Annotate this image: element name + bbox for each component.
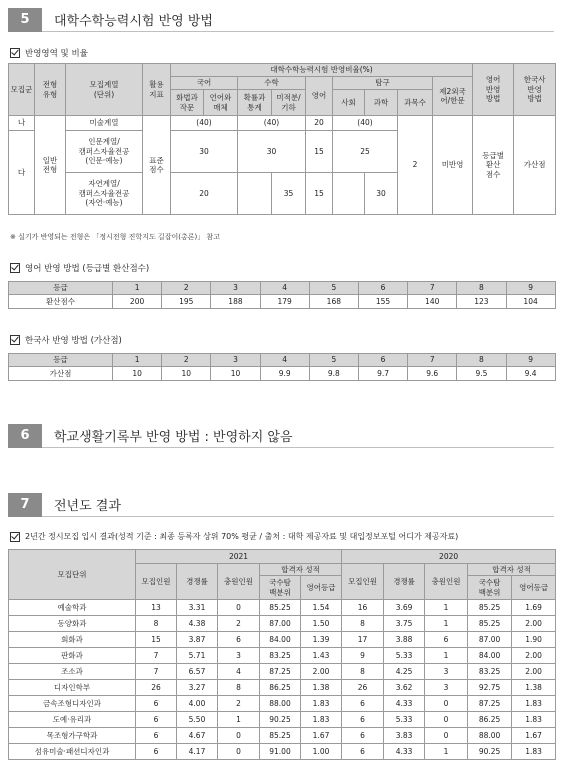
value-cell: 9.7: [358, 367, 407, 381]
cell-english: 15: [306, 131, 333, 173]
value-cell: 9.8: [309, 367, 358, 381]
header-kor-1: 화법과 작문: [171, 90, 204, 116]
value-cell: 1.83: [512, 696, 556, 712]
value-cell: 26: [136, 680, 177, 696]
row-label: 가산점: [9, 367, 113, 381]
value-cell: 1.67: [301, 728, 342, 744]
value-cell: 4.17: [177, 744, 218, 760]
english-score-table: [8, 281, 556, 309]
value-cell: 8: [342, 664, 384, 680]
value-cell: 5.71: [177, 648, 218, 664]
value-cell: 4.33: [384, 696, 425, 712]
value-cell: 6: [136, 728, 177, 744]
value-cell: 87.00: [468, 632, 512, 648]
header-unit: 모집계열 (단위): [66, 64, 143, 116]
subsection-label: 한국사 반영 방법 (가산점): [25, 336, 122, 346]
checkbox-icon: [10, 335, 20, 345]
header-hist-method: 한국사 반영 방법: [514, 64, 556, 116]
value-cell: 6: [342, 712, 384, 728]
value-cell: 195: [162, 295, 211, 309]
unit-name-cell: 회화과: [9, 632, 136, 648]
checkbox-icon: [10, 263, 20, 273]
subsection-label: 2년간 정시모집 입시 결과(성적 기준 : 최종 등록자 상위 70% 평균 / 출처 : 대학 제공자료 및 대입정보포털 어디가 제공자료): [25, 532, 459, 541]
value-cell: 10: [211, 367, 260, 381]
value-cell: 1: [425, 600, 468, 616]
value-cell: 3.69: [384, 600, 425, 616]
cell-type: 일반 전형: [35, 116, 66, 215]
header-eng-method: 영어 반영 방법: [473, 64, 514, 116]
cell-unit: 인문계열/ 캠퍼스자율전공 (인문·예능): [66, 131, 143, 173]
value-cell: 1.83: [512, 744, 556, 760]
value-cell: 9.4: [506, 367, 555, 381]
table-row: [9, 648, 556, 664]
value-cell: 1.69: [512, 600, 556, 616]
value-cell: 6: [342, 696, 384, 712]
value-cell: 86.25: [468, 712, 512, 728]
grade-cell: 5: [309, 354, 358, 367]
table-row: [9, 116, 556, 131]
header-gun: 모집군: [9, 64, 35, 116]
cell-math: 35: [272, 173, 306, 215]
header-percentile: 국수탐 백분위: [260, 576, 301, 600]
value-cell: 87.00: [260, 616, 301, 632]
header-score: 합격자 성적: [260, 564, 342, 576]
value-cell: 7: [136, 648, 177, 664]
value-cell: 1.38: [512, 680, 556, 696]
table-row: [9, 680, 556, 696]
value-cell: 1.50: [301, 616, 342, 632]
cell-unit: 미술계열: [66, 116, 143, 131]
value-cell: 84.00: [260, 632, 301, 648]
cell-index: 표준 점수: [143, 116, 171, 215]
value-cell: 9: [342, 648, 384, 664]
cell-empty: [333, 173, 365, 215]
header-social: 사회: [333, 90, 365, 116]
section-title: 학교생활기록부 반영 방법 : 반영하지 않음: [54, 430, 293, 445]
header-index: 활용 지표: [143, 64, 171, 116]
header-competition: 경쟁률: [177, 564, 218, 600]
unit-name-cell: 목조형가구학과: [9, 728, 136, 744]
value-cell: 4.25: [384, 664, 425, 680]
value-cell: 2: [218, 696, 260, 712]
value-cell: 4.00: [177, 696, 218, 712]
value-cell: 168: [309, 295, 358, 309]
value-cell: 4.67: [177, 728, 218, 744]
footnote: ※ 실기가 반영되는 전형은 「정시전형 진학지도 길잡이(총론)」 참고: [10, 233, 220, 241]
section-title: 전년도 결과: [54, 499, 121, 514]
value-cell: 1.39: [301, 632, 342, 648]
value-cell: 3.88: [384, 632, 425, 648]
value-cell: 92.75: [468, 680, 512, 696]
grade-cell: 5: [309, 282, 358, 295]
value-cell: 1.90: [512, 632, 556, 648]
cell-second-lang: 미반영: [433, 116, 473, 215]
value-cell: 9.6: [408, 367, 457, 381]
grade-cell: 9: [506, 354, 555, 367]
value-cell: 4.33: [384, 744, 425, 760]
value-cell: 91.00: [260, 744, 301, 760]
subsection-history-title: [10, 334, 122, 346]
header-science: 과학: [365, 90, 398, 116]
value-cell: 2.00: [301, 664, 342, 680]
value-cell: 87.25: [260, 664, 301, 680]
value-cell: 4: [218, 664, 260, 680]
value-cell: 3.27: [177, 680, 218, 696]
value-cell: 88.00: [260, 696, 301, 712]
cell-empty: [238, 173, 272, 215]
value-cell: 0: [425, 712, 468, 728]
cell-unit: 자연계열/ 캠퍼스자율전공 (자연·예능): [66, 173, 143, 215]
unit-name-cell: 도예·유리과: [9, 712, 136, 728]
header-grade: 등급: [9, 282, 113, 295]
header-kor-2: 언어와 매체: [204, 90, 238, 116]
value-cell: 3.83: [384, 728, 425, 744]
cell-inquiry: (40): [333, 116, 398, 131]
header-year-2021: 2021: [136, 550, 342, 564]
cell-gun: 나: [9, 116, 35, 131]
cell-korean: 30: [171, 131, 238, 173]
cell-subject-count: 2: [398, 116, 433, 215]
value-cell: 3.31: [177, 600, 218, 616]
header-ratio: 대학수학능력시험 반영비율(%): [171, 64, 473, 77]
value-cell: 13: [136, 600, 177, 616]
value-cell: 1.00: [301, 744, 342, 760]
value-cell: 1.54: [301, 600, 342, 616]
header-second-lang: 제2외국 어/한문: [433, 77, 473, 116]
table-row: [9, 712, 556, 728]
header-korean: 국어: [171, 77, 238, 90]
header-grade: 등급: [9, 354, 113, 367]
value-cell: 1: [425, 616, 468, 632]
cell-korean: 20: [171, 173, 238, 215]
value-cell: 88.00: [468, 728, 512, 744]
value-cell: 83.25: [260, 648, 301, 664]
header-math-1: 확률과 통계: [238, 90, 272, 116]
value-cell: 3.87: [177, 632, 218, 648]
value-cell: 2: [218, 616, 260, 632]
header-english-grade: 영어등급: [301, 576, 342, 600]
unit-name-cell: 조소과: [9, 664, 136, 680]
unit-name-cell: 디자인학부: [9, 680, 136, 696]
value-cell: 0: [218, 728, 260, 744]
header-subject-count: 과목수: [398, 90, 433, 116]
section-number: 6: [8, 424, 42, 448]
grade-cell: 4: [260, 354, 309, 367]
value-cell: 1.38: [301, 680, 342, 696]
value-cell: 1: [425, 744, 468, 760]
value-cell: 10: [113, 367, 162, 381]
value-cell: 2.00: [512, 664, 556, 680]
table-row: [9, 744, 556, 760]
value-cell: 84.00: [468, 648, 512, 664]
value-cell: 26: [342, 680, 384, 696]
header-english-grade: 영어등급: [512, 576, 556, 600]
header-english: 영어: [306, 77, 333, 116]
table-row: [9, 696, 556, 712]
value-cell: 6: [425, 632, 468, 648]
grade-cell: 6: [358, 282, 407, 295]
history-score-table: [8, 353, 556, 381]
unit-name-cell: 예술학과: [9, 600, 136, 616]
cell-inquiry: 25: [333, 131, 398, 173]
grade-cell: 9: [506, 282, 555, 295]
grade-cell: 8: [457, 282, 506, 295]
grade-cell: 3: [211, 282, 260, 295]
value-cell: 3.62: [384, 680, 425, 696]
value-cell: 1: [425, 648, 468, 664]
value-cell: 9.9: [260, 367, 309, 381]
section-5-header: [8, 8, 554, 32]
value-cell: 6: [342, 728, 384, 744]
value-cell: 17: [342, 632, 384, 648]
value-cell: 8: [342, 616, 384, 632]
row-label: 환산점수: [9, 295, 113, 309]
header-additional: 충원인원: [218, 564, 260, 600]
value-cell: 83.25: [468, 664, 512, 680]
header-score: 합격자 성적: [468, 564, 556, 576]
value-cell: 15: [136, 632, 177, 648]
value-cell: 6.57: [177, 664, 218, 680]
section-number: 7: [8, 493, 42, 517]
grade-cell: 1: [113, 354, 162, 367]
value-cell: 90.25: [468, 744, 512, 760]
cell-english: 20: [306, 116, 333, 131]
header-math-2: 미적분/ 기하: [272, 90, 306, 116]
value-cell: 1: [218, 712, 260, 728]
value-cell: 86.25: [260, 680, 301, 696]
value-cell: 104: [506, 295, 555, 309]
value-cell: 6: [136, 744, 177, 760]
value-cell: 1.43: [301, 648, 342, 664]
cell-gun: 다: [9, 131, 35, 215]
grade-cell: 8: [457, 354, 506, 367]
cell-korean: (40): [171, 116, 238, 131]
header-inquiry: 탐구: [333, 77, 433, 90]
value-cell: 85.25: [260, 728, 301, 744]
grade-cell: 3: [211, 354, 260, 367]
grade-cell: 7: [408, 354, 457, 367]
value-cell: 3: [425, 680, 468, 696]
value-cell: 179: [260, 295, 309, 309]
value-cell: 4.38: [177, 616, 218, 632]
value-cell: 188: [211, 295, 260, 309]
cell-hist-method: 가산점: [514, 116, 556, 215]
value-cell: 87.25: [468, 696, 512, 712]
cell-eng-method: 등급별 환산 점수: [473, 116, 514, 215]
header-year-2020: 2020: [342, 550, 556, 564]
cell-science: 30: [365, 173, 398, 215]
value-cell: 3: [425, 664, 468, 680]
value-cell: 10: [162, 367, 211, 381]
value-cell: 0: [218, 600, 260, 616]
header-quota: 모집인원: [136, 564, 177, 600]
results-body: [9, 600, 556, 760]
section-6-header: [8, 424, 554, 448]
value-cell: 140: [408, 295, 457, 309]
header-unit: 모집단위: [9, 550, 136, 600]
value-cell: 200: [113, 295, 162, 309]
checkbox-icon: [10, 532, 20, 542]
cell-english: 15: [306, 173, 333, 215]
value-cell: 3: [218, 648, 260, 664]
value-cell: 2.00: [512, 648, 556, 664]
checkbox-icon: [10, 48, 20, 58]
unit-name-cell: 금속조형디자인과: [9, 696, 136, 712]
header-quota: 모집인원: [342, 564, 384, 600]
header-additional: 충원인원: [425, 564, 468, 600]
grade-cell: 7: [408, 282, 457, 295]
value-cell: 6: [136, 696, 177, 712]
cell-math: (40): [238, 116, 306, 131]
value-cell: 7: [136, 664, 177, 680]
value-cell: 85.25: [468, 600, 512, 616]
value-cell: 5.33: [384, 648, 425, 664]
value-cell: 6: [136, 712, 177, 728]
unit-name-cell: 동양화과: [9, 616, 136, 632]
section-7-header: [8, 493, 554, 517]
header-competition: 경쟁률: [384, 564, 425, 600]
value-cell: 8: [136, 616, 177, 632]
subsection-label: 반영영역 및 비율: [25, 49, 88, 59]
value-cell: 0: [425, 696, 468, 712]
header-math: 수학: [238, 77, 306, 90]
value-cell: 6: [342, 744, 384, 760]
unit-name-cell: 섬유미술·패션디자인과: [9, 744, 136, 760]
table-row: [9, 728, 556, 744]
section-number: 5: [8, 8, 42, 32]
value-cell: 6: [218, 632, 260, 648]
subsection-label: 영어 반영 방법 (등급별 환산점수): [25, 264, 150, 274]
section-title: 대학수학능력시험 반영 방법: [54, 14, 213, 29]
csat-ratio-table: [8, 63, 556, 215]
value-cell: 0: [425, 728, 468, 744]
table-row: [9, 632, 556, 648]
value-cell: 1.67: [512, 728, 556, 744]
subsection-ratio-title: [10, 47, 88, 59]
grade-cell: 4: [260, 282, 309, 295]
value-cell: 16: [342, 600, 384, 616]
value-cell: 85.25: [468, 616, 512, 632]
cell-math: 30: [238, 131, 306, 173]
subsection-english-title: [10, 262, 149, 274]
table-row: [9, 600, 556, 616]
value-cell: 9.5: [457, 367, 506, 381]
grade-cell: 6: [358, 354, 407, 367]
unit-name-cell: 판화과: [9, 648, 136, 664]
value-cell: 85.25: [260, 600, 301, 616]
value-cell: 3.75: [384, 616, 425, 632]
value-cell: 1.83: [301, 696, 342, 712]
table-row: [9, 616, 556, 632]
value-cell: 8: [218, 680, 260, 696]
grade-cell: 1: [113, 282, 162, 295]
grade-cell: 2: [162, 282, 211, 295]
value-cell: 1.83: [512, 712, 556, 728]
value-cell: 5.33: [384, 712, 425, 728]
value-cell: 0: [218, 744, 260, 760]
grade-cell: 2: [162, 354, 211, 367]
subsection-results-title: [10, 531, 458, 542]
results-table: [8, 549, 556, 760]
table-row: [9, 664, 556, 680]
value-cell: 5.50: [177, 712, 218, 728]
header-percentile: 국수탐 백분위: [468, 576, 512, 600]
header-type: 전형 유형: [35, 64, 66, 116]
value-cell: 155: [358, 295, 407, 309]
value-cell: 2.00: [512, 616, 556, 632]
value-cell: 1.83: [301, 712, 342, 728]
value-cell: 90.25: [260, 712, 301, 728]
value-cell: 123: [457, 295, 506, 309]
